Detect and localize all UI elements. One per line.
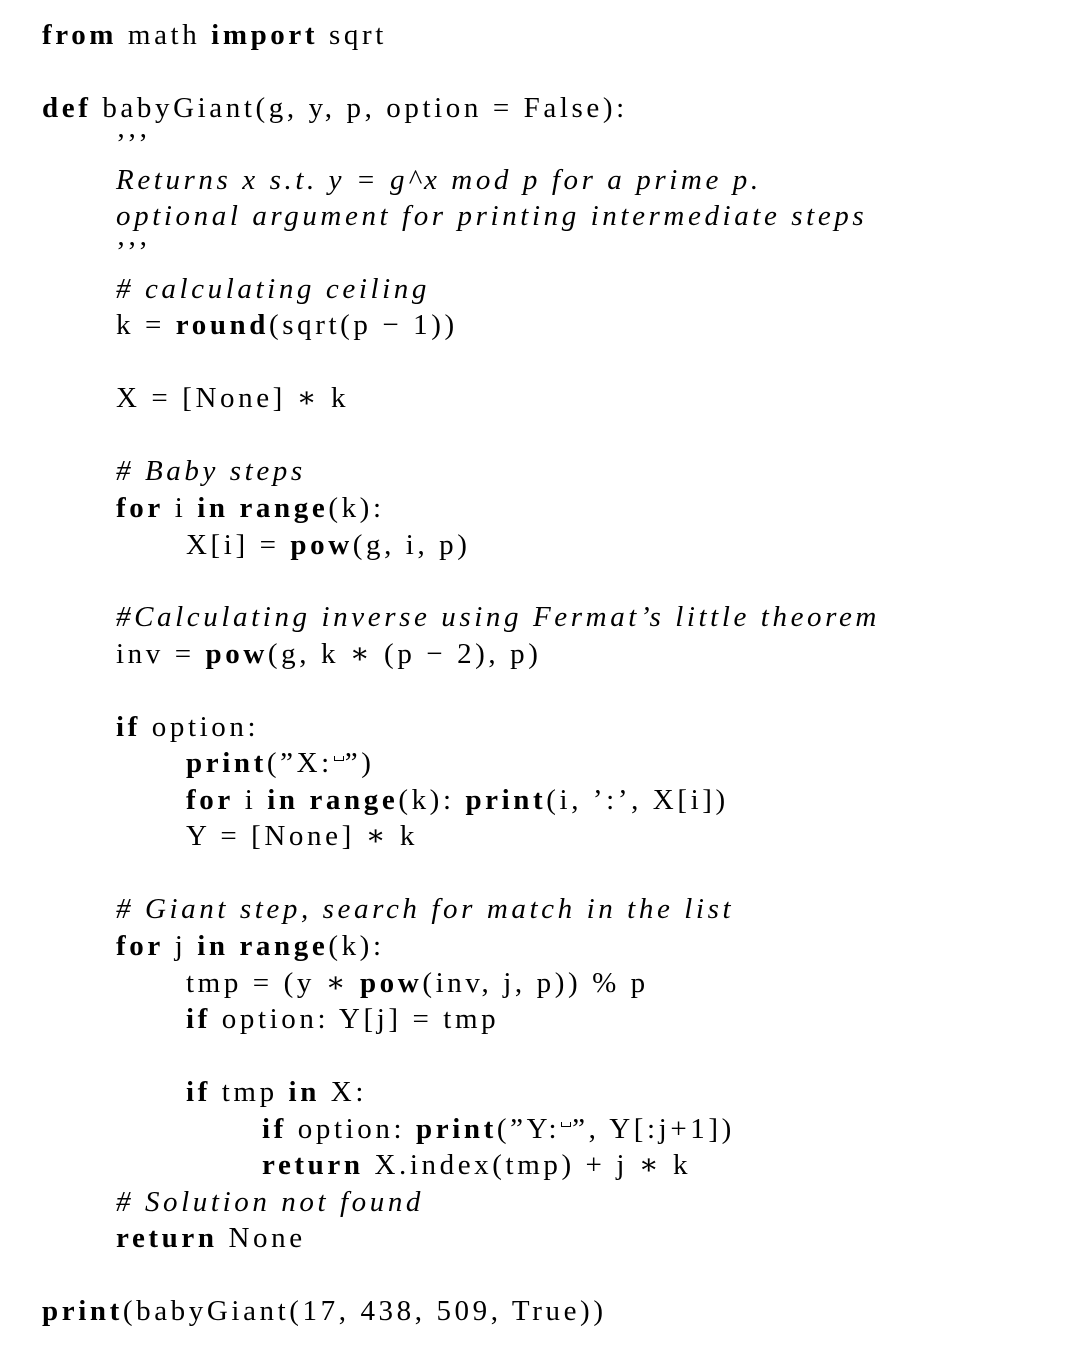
code-keyword: in bbox=[197, 492, 229, 524]
visible-space-symbol bbox=[561, 1122, 571, 1127]
code-text: i bbox=[163, 492, 198, 524]
code-comment: optional argument for printing intermediate steps bbox=[116, 200, 868, 232]
code-text bbox=[299, 784, 310, 816]
code-line bbox=[116, 600, 880, 634]
code-line bbox=[116, 637, 542, 671]
code-line bbox=[116, 308, 458, 342]
code-keyword: if bbox=[116, 711, 141, 743]
code-text: (k): bbox=[398, 784, 466, 816]
code-line bbox=[42, 1294, 607, 1328]
code-comment: # Solution not found bbox=[116, 1186, 425, 1218]
code-keyword: pow bbox=[290, 529, 353, 561]
code-keyword: from bbox=[42, 19, 118, 51]
code-keyword: import bbox=[211, 19, 319, 51]
code-text: option: Y[j] = tmp bbox=[210, 1003, 500, 1035]
code-keyword: for bbox=[186, 784, 234, 816]
code-line bbox=[116, 454, 306, 488]
code-line bbox=[116, 163, 762, 197]
code-text: tmp = (y ∗ bbox=[186, 967, 360, 999]
code-line bbox=[186, 1002, 499, 1036]
code-keyword: print bbox=[465, 784, 547, 816]
code-line bbox=[262, 1112, 735, 1146]
code-line bbox=[262, 1148, 691, 1182]
code-text: (g, i, p) bbox=[352, 529, 471, 561]
code-text: ’’’ bbox=[116, 236, 152, 268]
code-keyword: print bbox=[42, 1295, 123, 1327]
code-text: (”Y: bbox=[496, 1113, 561, 1145]
code-text: X: bbox=[319, 1076, 367, 1108]
code-line bbox=[116, 1185, 424, 1219]
code-text: option: bbox=[286, 1113, 416, 1145]
code-text: ”) bbox=[344, 747, 375, 779]
code-line bbox=[116, 272, 430, 306]
code-comment: # calculating ceiling bbox=[116, 273, 430, 305]
code-text: k = bbox=[116, 309, 176, 341]
code-text: i bbox=[233, 784, 268, 816]
code-text: tmp bbox=[210, 1076, 289, 1108]
code-text: (g, k ∗ (p − 2), p) bbox=[267, 638, 542, 670]
code-line bbox=[116, 235, 151, 269]
code-text: X[i] = bbox=[186, 529, 291, 561]
code-keyword: pow bbox=[205, 638, 268, 670]
code-line bbox=[116, 892, 734, 926]
code-keyword: def bbox=[42, 92, 92, 124]
code-text: Y = [None] ∗ k bbox=[186, 820, 418, 852]
code-keyword: return bbox=[262, 1149, 364, 1181]
code-keyword: print bbox=[186, 747, 267, 779]
code-comment: #Calculating inverse using Fermat’s little theorem bbox=[116, 601, 880, 633]
code-line bbox=[116, 491, 385, 525]
visible-space-symbol bbox=[334, 756, 344, 761]
code-comment: # Baby steps bbox=[116, 455, 306, 487]
code-text: ”, Y[:j+1]) bbox=[572, 1113, 735, 1145]
code-keyword: if bbox=[186, 1003, 211, 1035]
code-text: inv = bbox=[116, 638, 206, 670]
code-line bbox=[116, 199, 867, 233]
code-keyword: if bbox=[186, 1076, 211, 1108]
code-text: (k): bbox=[328, 930, 385, 962]
code-line bbox=[186, 966, 649, 1000]
code-text: sqrt bbox=[318, 19, 387, 51]
code-keyword: for bbox=[116, 492, 164, 524]
code-text bbox=[229, 930, 240, 962]
code-text: (i, ’:’, X[i]) bbox=[546, 784, 729, 816]
code-line bbox=[42, 18, 387, 52]
code-line bbox=[116, 929, 385, 963]
code-text: babyGiant(g, y, p, option = False): bbox=[91, 92, 628, 124]
code-text: (inv, j, p)) % p bbox=[422, 967, 649, 999]
code-text: (babyGiant(17, 438, 509, True)) bbox=[122, 1295, 607, 1327]
code-text: X.index(tmp) + j ∗ k bbox=[363, 1149, 692, 1181]
code-line bbox=[186, 819, 418, 853]
code-line bbox=[186, 783, 729, 817]
code-keyword: pow bbox=[359, 967, 423, 999]
code-text: X = [None] ∗ k bbox=[116, 382, 350, 414]
code-keyword: in bbox=[197, 930, 229, 962]
code-line bbox=[116, 710, 259, 744]
code-keyword: in bbox=[267, 784, 299, 816]
code-line bbox=[116, 127, 151, 161]
code-keyword: range bbox=[239, 492, 329, 524]
code-text: option: bbox=[140, 711, 260, 743]
code-keyword: return bbox=[116, 1222, 218, 1254]
code-text: ’’’ bbox=[116, 128, 152, 160]
code-text bbox=[229, 492, 240, 524]
code-keyword: in bbox=[288, 1076, 320, 1108]
code-line bbox=[186, 528, 471, 562]
code-comment: Returns x s.t. y = g^x mod p for a prime p. bbox=[116, 164, 762, 196]
code-comment: # Giant step, search for match in the list bbox=[116, 893, 735, 925]
code-line bbox=[186, 746, 375, 780]
code-text: math bbox=[117, 19, 212, 51]
code-text: (sqrt(p − 1)) bbox=[269, 309, 458, 341]
code-keyword: range bbox=[309, 784, 399, 816]
code-keyword: print bbox=[416, 1113, 497, 1145]
code-keyword: range bbox=[239, 930, 329, 962]
code-line bbox=[186, 1075, 367, 1109]
code-text: (”X: bbox=[266, 747, 333, 779]
code-line bbox=[116, 381, 349, 415]
code-text: (k): bbox=[328, 492, 385, 524]
code-line bbox=[116, 1221, 306, 1255]
code-keyword: for bbox=[116, 930, 164, 962]
code-keyword: round bbox=[175, 309, 269, 341]
code-keyword: if bbox=[262, 1113, 287, 1145]
code-text: j bbox=[163, 930, 198, 962]
code-text: None bbox=[217, 1222, 306, 1254]
code-line bbox=[42, 91, 628, 125]
